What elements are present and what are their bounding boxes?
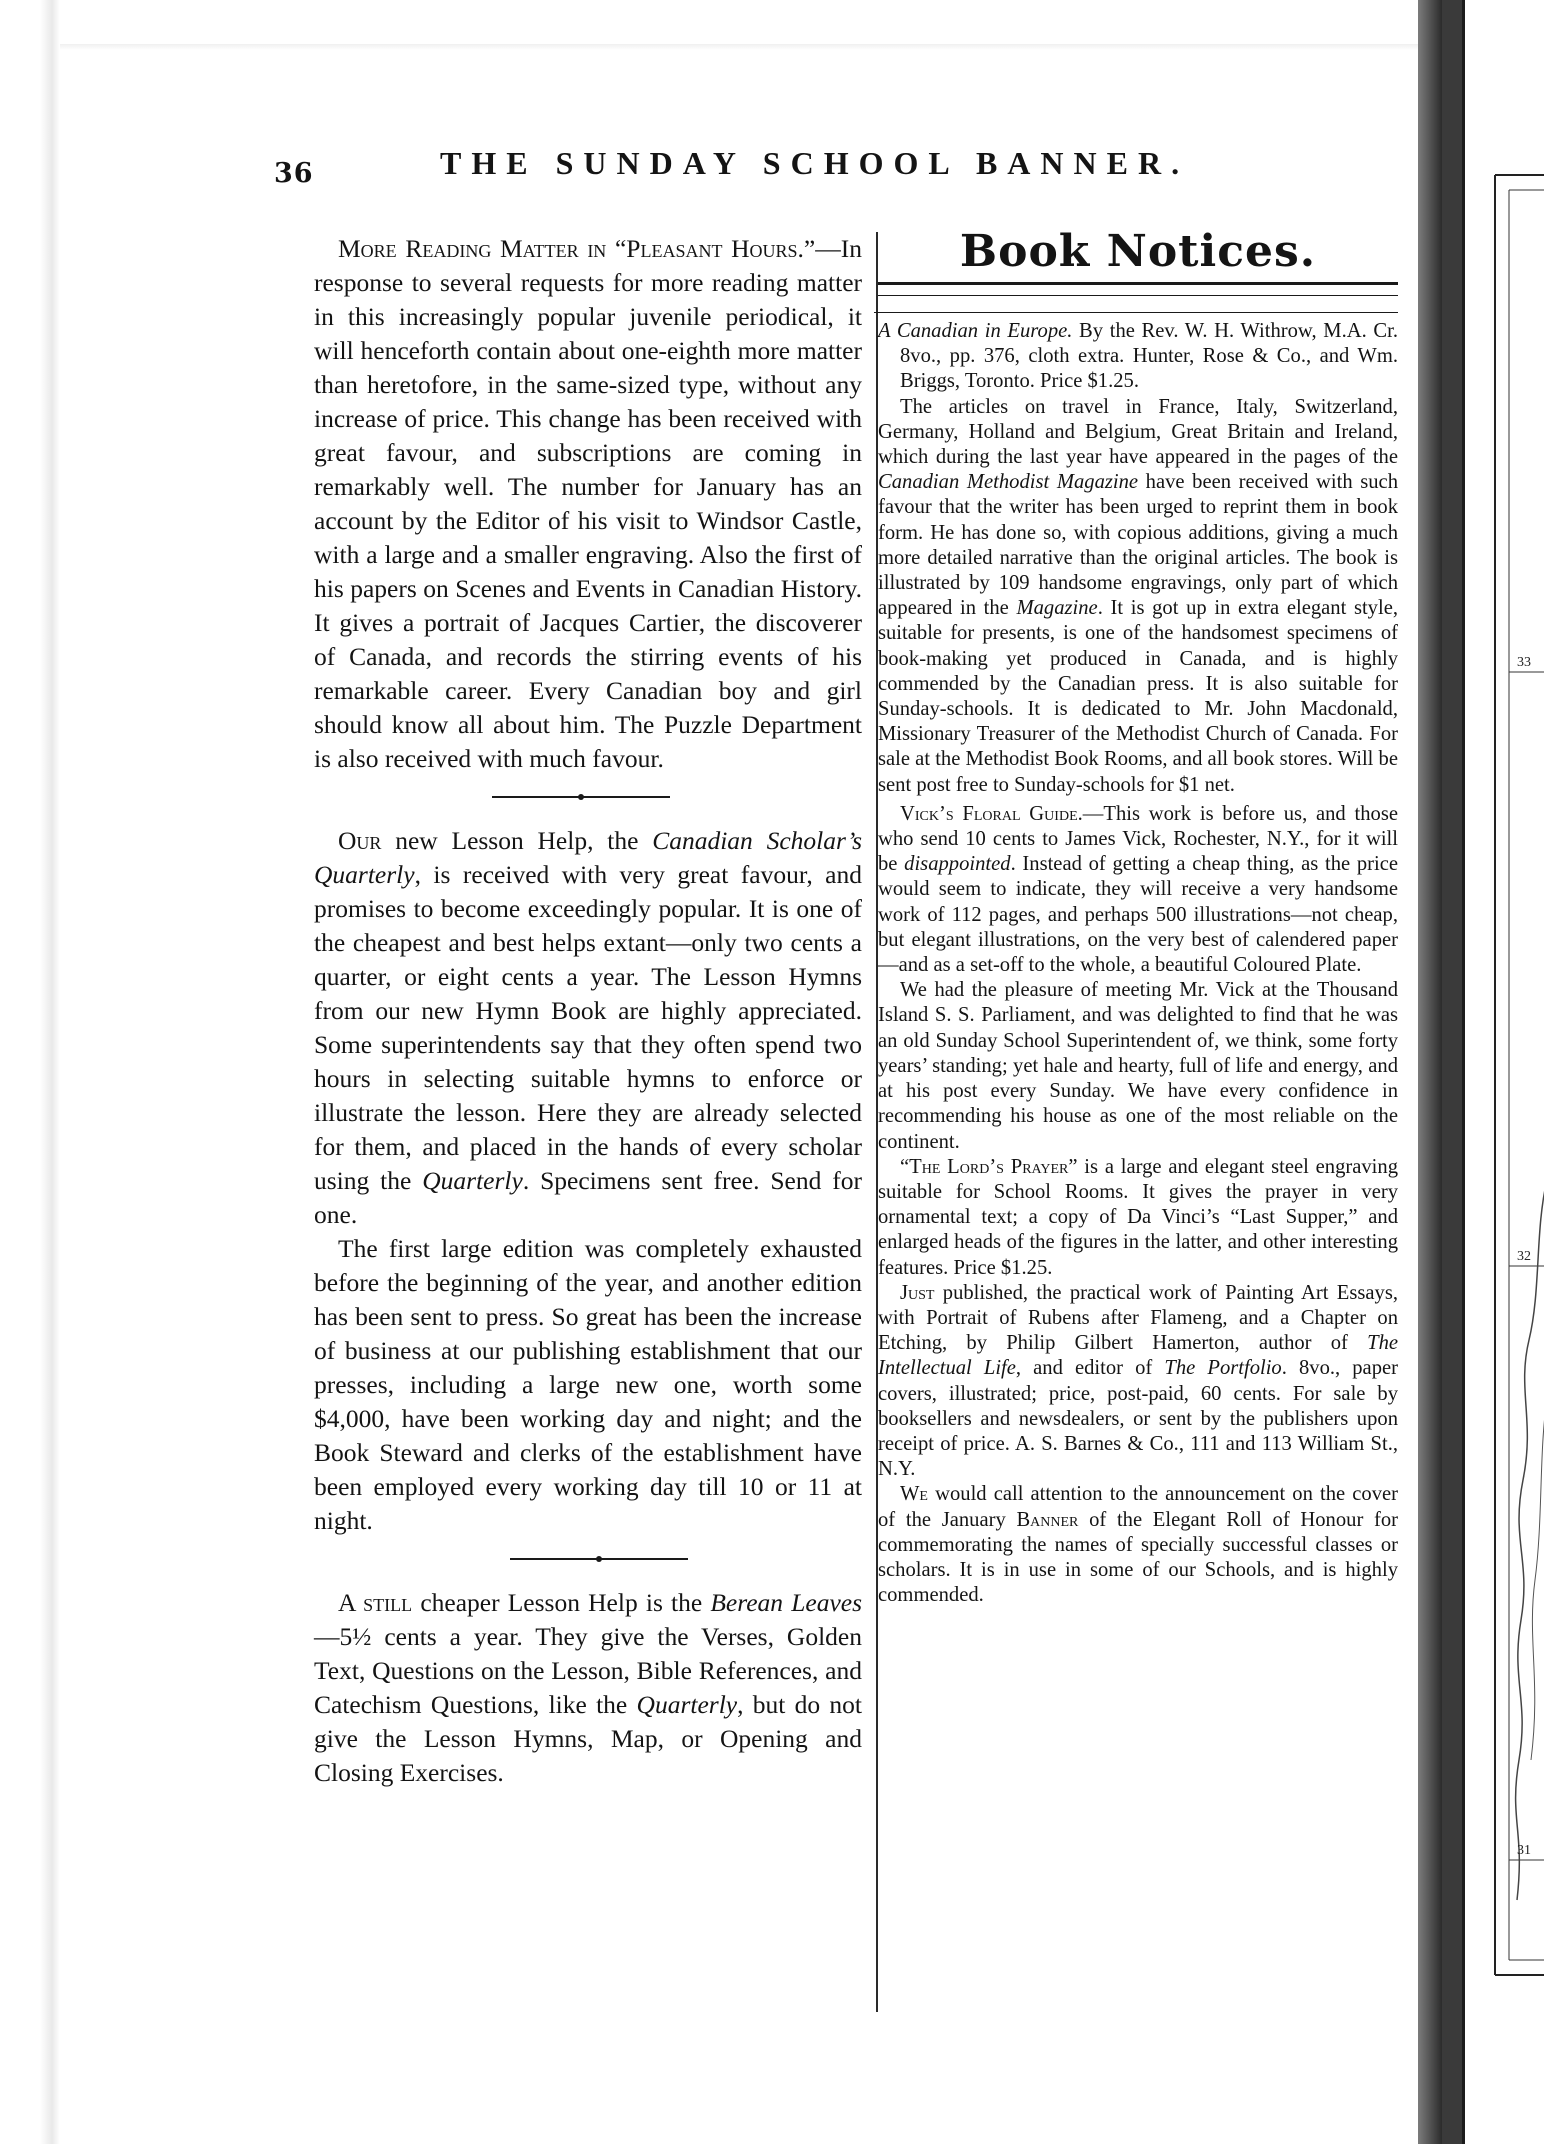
paragraph-text: published, the practical work of Painting Art Essays, with Portrait of Rubens after Flameng, and a Chapter on Etching, by Philip Gilbert Hamerton, author of: [878, 1281, 1398, 1355]
paragraph-text: . Instead of getting a cheap thing, as the price would seem to indicate, they will receive a very handsome work of 112 pages, and perhaps 500 illustrations—not cheap, but elegant illustrations, on the very best of calendered paper—and as a set-off to the whole, a beautiful Coloured Plate.: [878, 853, 1398, 977]
paragraph-text: is a large and elegant steel engraving suitable for School Rooms. It gives the prayer in very ornamental text; a copy of Da Vinci’s “Last Supper,” and enlarged heads of the figures in the latter, and other interesting features. Price $1.25.: [878, 1155, 1399, 1279]
ornament-rule-icon: [314, 782, 862, 812]
title-double-rule: [878, 282, 1398, 296]
notice-heading: “The Lord’s Prayer”: [900, 1155, 1078, 1178]
paragraph-lead-word: A still: [338, 1588, 413, 1617]
paragraph-pleasant-hours: [314, 232, 862, 776]
notice-vick-meeting: We had the pleasure of meeting Mr. Vick at the Thousand Island S. S. Parliament, and was delighted to find that he was an old Sunday School Superintendent of, we think, some forty years’ standing; yet hale and hearty, full of life and energy, and at his post every Sunday. We have every confidence in recommending his house as one of the most reliable on the continent.: [878, 979, 1398, 1153]
notice-canadian-in-europe: [878, 319, 1398, 395]
emphasis-word: disappointed: [904, 853, 1011, 876]
paragraph-text: —5½ cents a year. They give the Verses, Golden Text, Questions on the Lesson, Bible References, and Catechism Questions, like the: [314, 1622, 862, 1719]
ornament-rule-icon: [314, 1544, 862, 1574]
paragraph-text: , is received with very great favour, and promises to become exceedingly popular. It is one of the cheapest and best helps extant—only two cents a quarter, or eight cents a year. The Lesson Hymns from our new Hymn Book are highly appreciated. Some superintendents say that they often spend two hours in selecting suitable hymns to enforce or illustrate the lesson. Here they are already selected for them, and placed in the hands of every scholar using the: [314, 860, 862, 1195]
section-ornament: [314, 782, 862, 812]
paragraph-lesson-help: [314, 824, 862, 1232]
notice-heading: Vick’s Floral Guide.: [900, 802, 1083, 825]
book-notices-section: [878, 226, 1399, 1608]
book-title: A Canadian in Europe.: [878, 320, 1073, 342]
paragraph-text: . 8vo., paper covers, illustrated; price, post-paid, 60 cents. For sale by booksellers and newsdealers, or sent by the publishers upon receipt of price. A. S. Barnes & Co., 111 and 113 William St., N.Y.: [878, 1357, 1398, 1481]
paragraph-lead-word: We: [900, 1483, 928, 1506]
paragraph-text: cheaper Lesson Help is the: [412, 1588, 711, 1617]
publication-title: Quarterly: [422, 1166, 523, 1195]
publication-title: Canadian Scholar’s Quarterly: [314, 826, 862, 889]
paragraph-text: would call attention to the announcement on the cover of the January: [878, 1483, 1398, 1531]
paragraph-berean-leaves: [314, 1586, 862, 1790]
paragraph-first-edition: The first large edition was completely exhausted before the beginning of the year, and another edition has been sent to press. So great has been the increase of business at our publishing establishment that our presses, including a large new one, worth some $4,000, have been working day and night; and the Book Steward and clerks of the establishment have been employed every working day till 10 or 11 at night.: [314, 1234, 862, 1535]
page-top-edge: [60, 44, 1420, 50]
paragraph-text: have been received with such favour that the writer has been urged to reprint them in book form. He has done so, with copious additions, giving a much more detailed narrative than the original articles. The book is illustrated by 109 handsome engravings, only part of which appeared in the: [878, 471, 1398, 620]
adjacent-page-map: [1462, 0, 1544, 2144]
book-title: The Intellectual Life: [878, 1332, 1398, 1380]
publication-title: Banner: [1016, 1508, 1079, 1531]
notice-painting-art: [878, 1281, 1398, 1483]
notice-roll-of-honour: [878, 1482, 1398, 1608]
left-column: [314, 232, 862, 1790]
publication-title: Quarterly: [636, 1690, 738, 1719]
publication-title: The Portfolio: [1164, 1357, 1282, 1380]
running-head: THE SUNDAY SCHOOL BANNER.: [440, 145, 1190, 181]
paragraph-text: of the Elegant Roll of Honour for commemorating the names of specially successful classes or scholars. It is in use in some of our Schools, and is highly commended.: [878, 1508, 1399, 1607]
page-binding-shadow: [0, 0, 60, 2144]
notice-floral-guide: [878, 802, 1398, 978]
book-notices-text: [878, 319, 1398, 1608]
paragraph-text: . It is got up in extra elegant style, suitable for presents, is one of the handsomest specimens of book-making yet produced in Canada, and is highly commended by the Canadian press. It is also suitable for Sunday-schools. It is dedicated to Mr. John Macdonald, Missionary Treasurer of the Methodist Church of Canada. For sale at the Methodist Book Rooms, and all book stores. Will be sent post free to Sunday-schools for $1 net.: [878, 597, 1398, 796]
publication-title: Magazine: [1016, 597, 1098, 620]
paragraph-lead-word: Just: [900, 1281, 935, 1304]
paragraph-text: , but do not give the Lesson Hymns, Map, or Opening and Closing Exercises.: [314, 1690, 862, 1787]
paragraph-text: . Specimens sent free. Send for one.: [314, 1166, 862, 1229]
map-label: 31: [1517, 1843, 1531, 1858]
publication-title: Berean Leaves: [710, 1588, 862, 1617]
publication-title: Canadian Methodist Magazine: [878, 471, 1139, 494]
paragraph-heading: More Reading Matter in “Pleasant Hours.”: [338, 234, 816, 263]
paragraph-text: —In response to several requests for more reading matter in this increasingly popular juvenile periodical, it will henceforth contain about one-eighth more matter than heretofore, in the same-sized type, without any increase of price. This change has been received with great favour, and subscriptions are coming in remarkably well. The number for January has an account by the Editor of his visit to Windsor Castle, with a large and a smaller engraving. Also the first of his papers on Scenes and Events in Canadian History. It gives a portrait of Jacques Cartier, the discoverer of Canada, and records the stirring events of his remarkable career. Every Canadian boy and girl should know all about him. The Puzzle Department is also received with much favour.: [314, 234, 862, 773]
book-details: By the Rev. W. H. Withrow, M.A. Cr. 8vo., pp. 376, cloth extra. Hunter, Rose & Co., and Wm. Briggs, Toronto. Price $1.25.: [900, 320, 1398, 393]
paragraph-text: , and editor of: [1015, 1357, 1165, 1380]
map-label: 32: [1517, 1249, 1531, 1264]
notice-lords-prayer: [878, 1155, 1398, 1281]
paragraph-text: new Lesson Help, the: [381, 826, 653, 855]
map-fragment-icon: [1465, 0, 1544, 2144]
section-ornament: [314, 1544, 862, 1574]
title-thin-rule: [874, 312, 1398, 313]
section-title: Book Notices.: [959, 226, 1317, 277]
paragraph-text: —This work is before us, and those who send 10 cents to James Vick, Rochester, N.Y., for it will be: [878, 802, 1398, 876]
paragraph-text: The articles on travel in France, Italy, Switzerland, Germany, Holland and Belgium, Great Britain and Ireland, which during the last year have appeared in the pages of the: [878, 395, 1398, 469]
paragraph-lead-word: Our: [338, 826, 382, 855]
page-number: 36: [274, 158, 314, 189]
map-label: 33: [1517, 655, 1531, 670]
notice-body: [878, 395, 1398, 798]
